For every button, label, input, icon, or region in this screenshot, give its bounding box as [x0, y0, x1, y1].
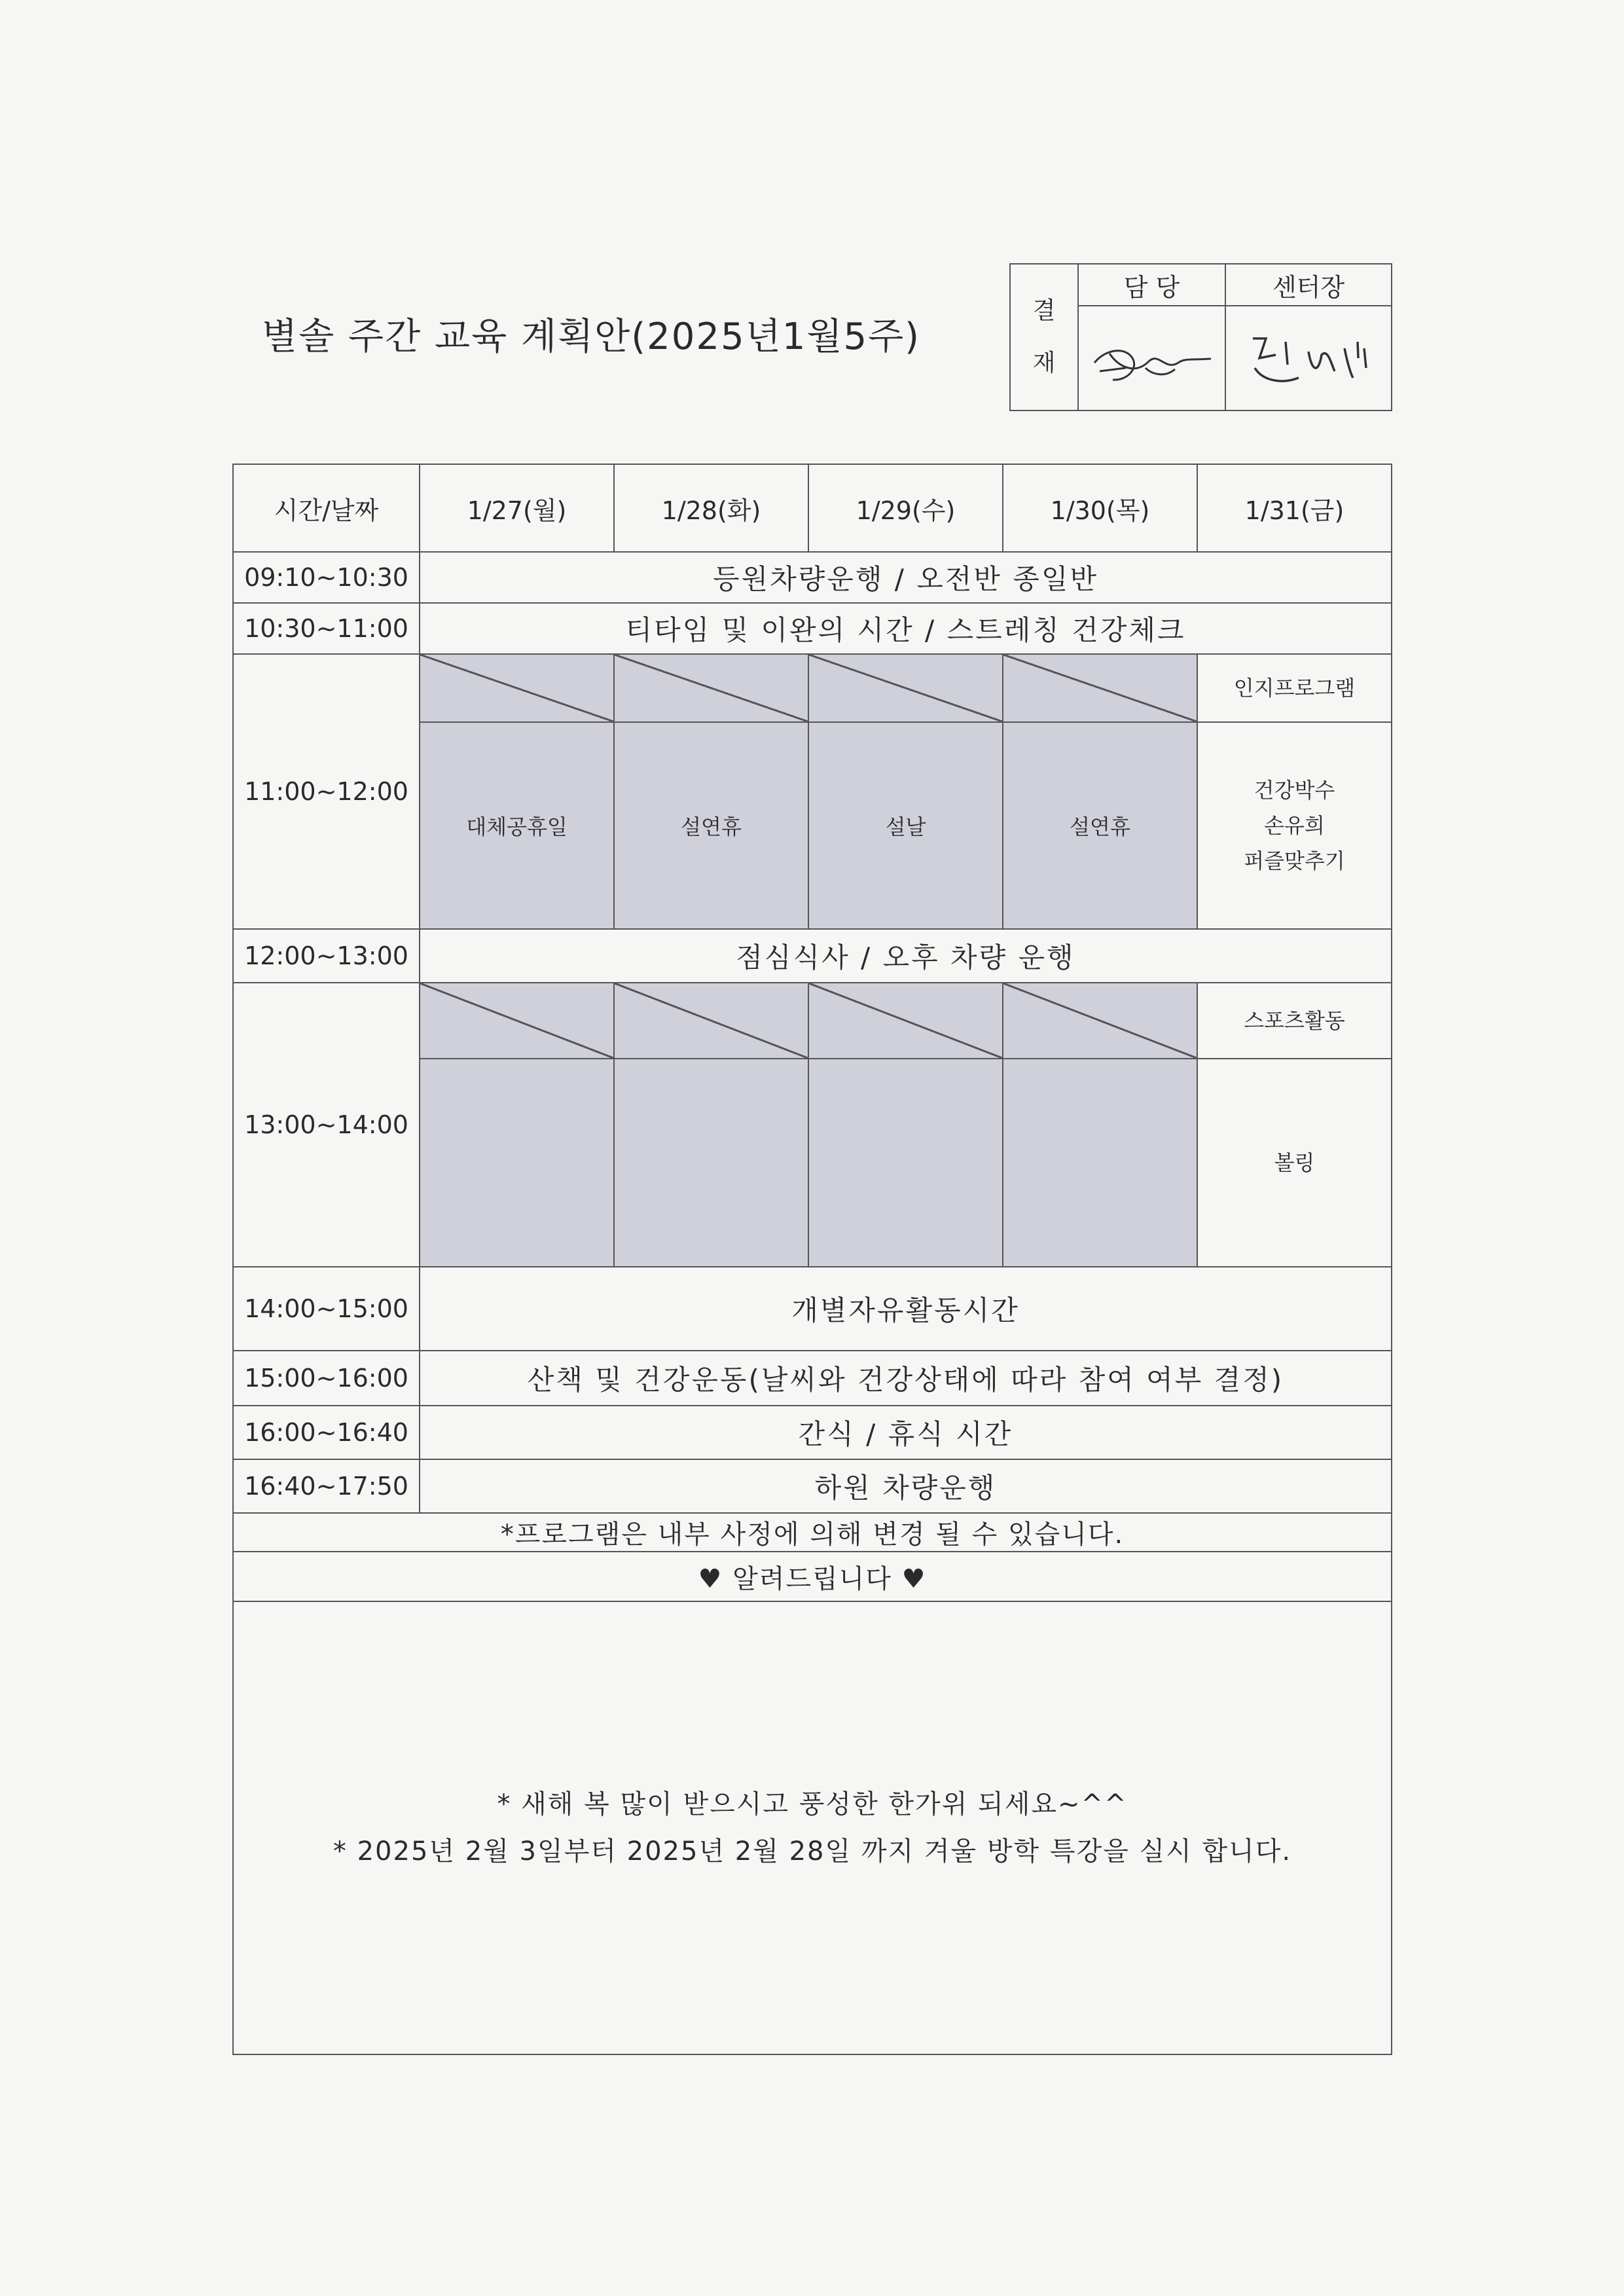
schedule-row [233, 1406, 1392, 1459]
holiday-cell [614, 1059, 808, 1267]
friday-program-detail: 볼링 [1197, 1059, 1392, 1267]
weekly-plan-table [232, 464, 1392, 2055]
time-cell: 14:00~15:00 [233, 1267, 420, 1351]
activity-cell: 개별자유활동시간 [420, 1267, 1392, 1351]
notice-line: * 2025년 2월 3일부터 2025년 2월 28일 까지 겨울 방학 특강을 실시 합니다. [333, 1836, 1292, 1867]
heart-icon: ♥ [698, 1563, 723, 1594]
holiday-diagonal-cell [1003, 983, 1197, 1059]
page-title: 별솔 주간 교육 계획안(2025년1월5주) [262, 316, 921, 358]
time-cell: 13:00~14:00 [233, 983, 420, 1267]
staff-signature [1078, 306, 1225, 410]
friday-program-title: 인지프로그램 [1197, 654, 1392, 722]
activity-cell: 산책 및 건강운동(날씨와 건강상태에 따라 참여 여부 결정) [420, 1351, 1392, 1406]
approval-col-director: 센터장 [1225, 264, 1392, 306]
day-header-tue: 1/28(화) [614, 464, 808, 552]
friday-program-detail [1197, 722, 1392, 929]
schedule-row [233, 603, 1392, 654]
friday-detail-line: 건강박수 [1254, 778, 1335, 803]
approval-side-bottom: 재 [1032, 350, 1056, 376]
holiday-diagonal-cell [614, 654, 808, 722]
holiday-cell [420, 1059, 614, 1267]
time-cell: 16:40~17:50 [233, 1459, 420, 1513]
schedule-row [233, 1351, 1392, 1406]
note-row [233, 1513, 1392, 1552]
approval-side-label [1010, 264, 1078, 410]
holiday-cell [808, 1059, 1003, 1267]
activity-cell: 간식 / 휴식 시간 [420, 1406, 1392, 1459]
day-header-wed: 1/29(수) [808, 464, 1003, 552]
holiday-diagonal-cell [808, 983, 1003, 1059]
notice-body-row [233, 1601, 1392, 2054]
time-cell: 09:10~10:30 [233, 552, 420, 603]
holiday-cell: 설연휴 [1003, 722, 1197, 929]
time-cell: 16:00~16:40 [233, 1406, 420, 1459]
activity-cell: 하원 차량운행 [420, 1459, 1392, 1513]
notice-heading-cell [233, 1552, 1392, 1601]
change-note: *프로그램은 내부 사정에 의해 변경 될 수 있습니다. [233, 1513, 1392, 1552]
activity-cell: 티타임 및 이완의 시간 / 스트레칭 건강체크 [420, 603, 1392, 654]
approval-col-staff: 담 당 [1078, 264, 1225, 306]
approval-side-top: 결 [1032, 297, 1056, 324]
holiday-cell: 설날 [808, 722, 1003, 929]
director-signature-drawing [1236, 319, 1380, 397]
day-header-thu: 1/30(목) [1003, 464, 1197, 552]
day-header-mon: 1/27(월) [420, 464, 614, 552]
time-cell: 15:00~16:00 [233, 1351, 420, 1406]
holiday-cell [1003, 1059, 1197, 1267]
heart-icon: ♥ [901, 1563, 927, 1594]
time-cell: 10:30~11:00 [233, 603, 420, 654]
notice-heading-row [233, 1552, 1392, 1601]
time-cell: 12:00~13:00 [233, 929, 420, 983]
schedule-row [233, 929, 1392, 983]
director-signature [1225, 306, 1392, 410]
activity-cell: 등원차량운행 / 오전반 종일반 [420, 552, 1392, 603]
schedule-row [233, 1267, 1392, 1351]
schedule-row [233, 1459, 1392, 1513]
day-header-fri: 1/31(금) [1197, 464, 1392, 552]
friday-detail-line: 퍼즐맞추기 [1244, 848, 1345, 873]
header-row [233, 464, 1392, 552]
holiday-diagonal-cell [420, 983, 614, 1059]
holiday-diagonal-cell [808, 654, 1003, 722]
notice-body [233, 1601, 1392, 2054]
holiday-cell: 대체공휴일 [420, 722, 614, 929]
friday-detail-line: 손유희 [1264, 813, 1325, 838]
activity-cell: 점심식사 / 오후 차량 운행 [420, 929, 1392, 983]
schedule-row [233, 983, 1392, 1059]
time-date-header: 시간/날짜 [233, 464, 420, 552]
schedule-row [233, 654, 1392, 722]
friday-program-title: 스포츠활동 [1197, 983, 1392, 1059]
notice-heading: 알려드립니다 [732, 1563, 892, 1594]
schedule-row [233, 552, 1392, 603]
holiday-diagonal-cell [1003, 654, 1197, 722]
notice-line: * 새해 복 많이 받으시고 풍성한 한가위 되세요~^^ [497, 1789, 1128, 1819]
approval-box [1009, 263, 1392, 411]
staff-signature-drawing [1087, 322, 1218, 394]
holiday-diagonal-cell [420, 654, 614, 722]
time-cell: 11:00~12:00 [233, 654, 420, 929]
holiday-diagonal-cell [614, 983, 808, 1059]
holiday-cell: 설연휴 [614, 722, 808, 929]
